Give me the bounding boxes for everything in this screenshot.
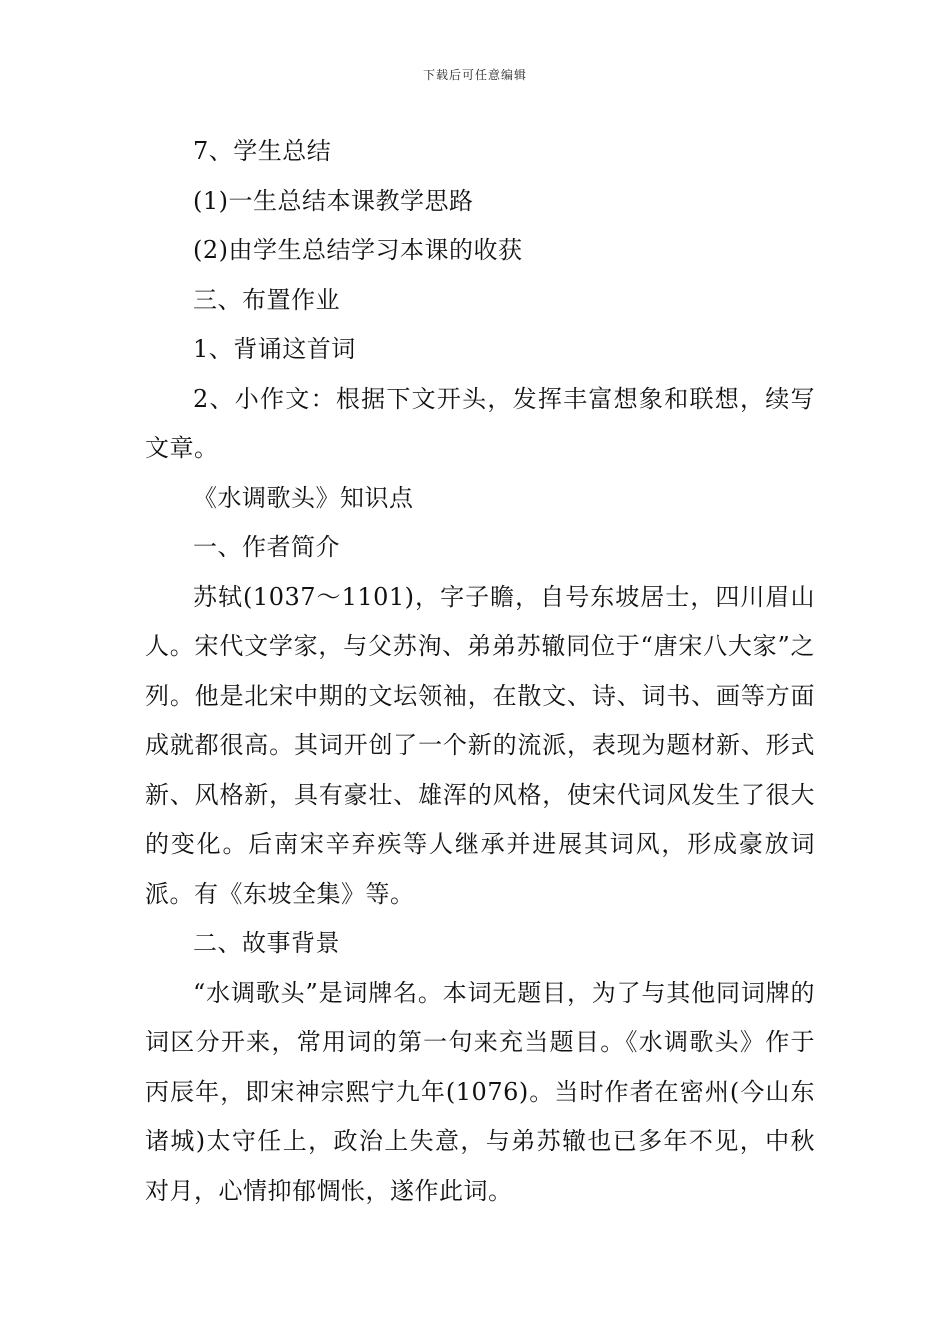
background-heading: 二、故事背景 — [193, 929, 340, 957]
summary-item-1: (1)一生总结本课教学思路 — [193, 186, 474, 215]
homework-heading: 三、布置作业 — [193, 285, 340, 314]
document-body — [145, 127, 815, 1216]
summary-heading: 7、学生总结 — [193, 137, 332, 165]
author-heading: 一、作者简介 — [193, 533, 340, 561]
homework-item-2: 2、小作文：根据下文开头，发挥丰富想象和联想，续写文章。 — [145, 384, 815, 462]
page-header-note: 下载后可任意编辑 — [422, 68, 527, 82]
background-paragraph: “水调歌头”是词牌名。本词无题目，为了与其他同词牌的词区分开来，常用词的第一句来充当题目。《水调歌头》作于丙辰年，即宋神宗熙宁九年(1076)。当时作者在密州(今山东诸城)太守任上，政治上失意，与弟苏辙也已多年不见，中秋对月，心情抑郁惆怅，遂作此词。 — [145, 978, 815, 1205]
author-paragraph: 苏轼(1037～1101)，字子瞻，自号东坡居士，四川眉山人。宋代文学家，与父苏洵、弟弟苏辙同位于“唐宋八大家”之列。他是北宋中期的文坛领袖，在散文、诗、词书、画等方面成就都很高。其词开创了一个新的流派，表现为题材新、形式新、风格新，具有豪壮、雄浑的风格，使宋代词风发生了很大的变化。后南宋辛弃疾等人继承并进展其词风，形成豪放词派。有《东坡全集》等。 — [145, 582, 815, 908]
summary-item-2: (2)由学生总结学习本课的收获 — [193, 236, 523, 264]
homework-item-1: 1、背诵这首词 — [193, 335, 356, 363]
section-title: 《水调歌头》知识点 — [193, 483, 414, 512]
